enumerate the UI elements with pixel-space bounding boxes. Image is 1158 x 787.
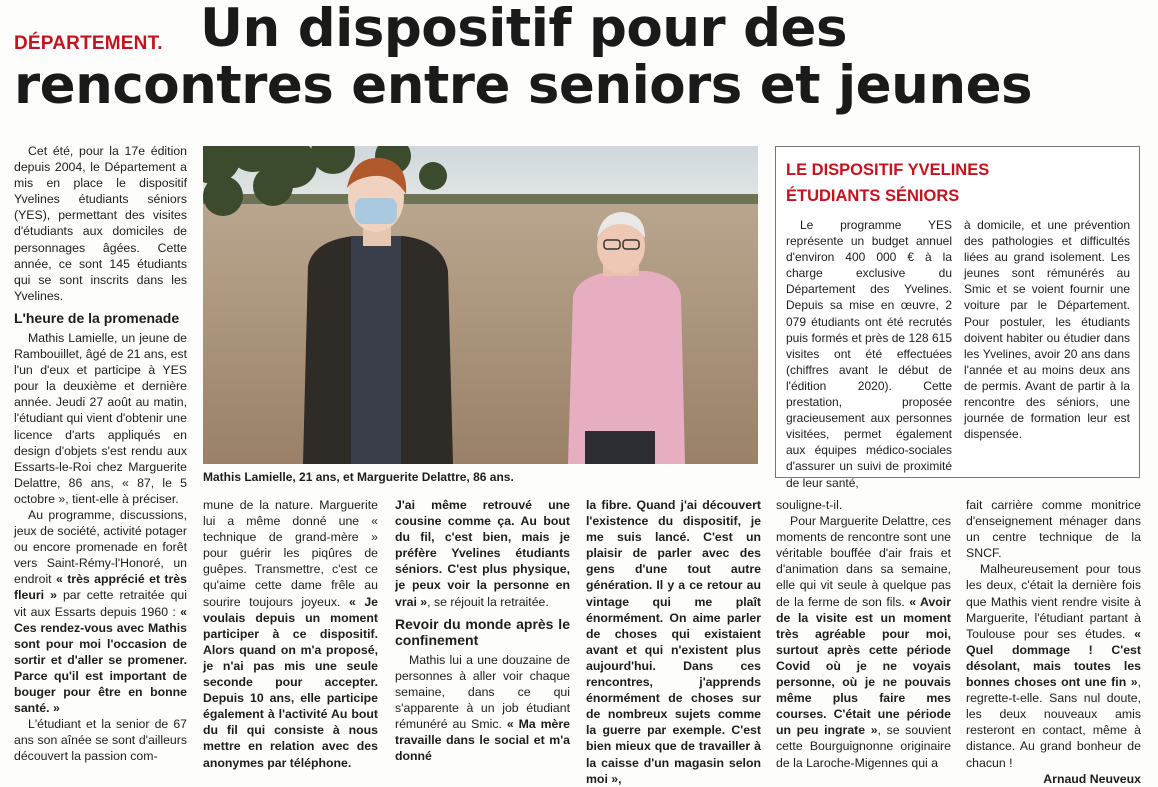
headline-line-2: rencontres entre seniors et jeunes <box>14 55 1033 116</box>
headline-line-1: Un dispositif pour des <box>200 0 848 59</box>
intro-paragraph: Cet été, pour la 17e édition depuis 2004, le Département a mis en place le dispositif Yvelines étudiants séniors (YES), permettant des visites d'étudiants aux domiciles de personnages âgées. Cette année, ce sont 145 étudiants qui se sont inscrits dans les Yvelines. <box>14 144 187 303</box>
paragraph: Mathis Lamielle, un jeune de Rambouillet, âgé de 21 ans, est l'un d'eux et participe à YES pour la deuxième et dernière année. Jeudi 27 août au matin, l'étudiant qui vient d'obtenir une licence d'arts appliqués en design d'objets s'est rendu aux Essarts-le-Roi chez Marguerite Delattre, 86 ans, « 87, le 5 octobre », tient-elle à préciser. <box>14 330 187 506</box>
article-column-4 <box>586 497 761 787</box>
photo-illustration <box>203 146 758 464</box>
paragraph: Pour Marguerite Delattre, ces moments de rencontre sont une véritable bouffée d'air frais et d'animation dans sa semaine, elle qui vit seule à quelque pas de la ferme de son fils. « Avoir de la visite est un moment très agréable pour moi, surtout après cette période Covid où je ne voyais personne, où je ne pouvais même plus faire mes courses. C'était une période un peu ingrate », se souvient cette Bourguignonne originaire de la Laroche-Migennes qui a <box>776 514 951 770</box>
paragraph: L'étudiant et la senior de 67 ans son aînée se sont d'ailleurs découvert la passion com- <box>14 717 187 764</box>
headline <box>14 0 1154 114</box>
paragraph: souligne-t-il. <box>776 498 843 512</box>
article-column-5 <box>776 497 951 771</box>
photo-caption: Mathis Lamielle, 21 ans, et Marguerite Delattre, 86 ans. <box>203 470 514 484</box>
article-column-6 <box>966 497 1141 787</box>
paragraph: fait carrière comme monitrice d'enseignement ménager dans un centre technique de la SNCF. <box>966 498 1141 561</box>
section-kicker: DÉPARTEMENT. <box>14 33 163 54</box>
article-column-1 <box>14 143 187 764</box>
subhead-confinement: Revoir du monde après le confinement <box>395 615 570 648</box>
paragraph: Malheureusement pour tous les deux, c'était la dernière fois que Mathis vient rendre visite à Marguerite, l'étudiant partant à Toulouse pour ses études. « Quel dommage ! C'est désolant, mais toutes les bonnes choses ont une fin », regrette-t-elle. Sans nul doute, les deux nouveaux amis resteront en contact, même à distance. Au grand bonheur de chacun ! <box>966 562 1141 770</box>
article-column-3 <box>395 497 570 764</box>
paragraph: la fibre. Quand j'ai découvert l'existence du dispositif, je me suis lancé. C'est un plaisir de parler avec des gens d'une tout autre génération. Il y a ce retour au vintage qui me plaît énormément. On aime parler de choses qui existaient avant et qui n'existent plus aujourd'hui. Dans ces rencontres, j'apprends énormément de choses sur de nombreux sujets comme la guerre par exemple. C'est bien mieux que de travailler à la caisse d'un magasin selon moi », <box>586 498 761 786</box>
paragraph: mune de la nature. Marguerite lui a même donné une « technique de grand-mère » pour guérir les piqûres de guêpes. Transmettre, c'est ce qu'aime cette dame frêle au sourire toujours joyeux. « Je voulais depuis un moment participer à ce dispositif. Alors quand on m'a proposé, je n'ai pas mis une seule seconde pour accepter. Depuis 10 ans, elle participe également à l'activité Au bout du fil qui consiste à nous mettre en relation avec des anonymes par téléphone. <box>203 498 378 770</box>
paragraph: Mathis lui a une douzaine de personnes à aller voir chaque semaine, dans ce qui s'apparente à un job étudiant rémunéré au Smic. « Ma mère travaille dans le social et m'a donné <box>395 652 570 764</box>
paragraph: Au programme, discussions, jeux de société, activité potager ou encore promenade en forêt vers Saint-Rémy-l'Honoré, un endroit « très apprécié et très fleuri » par cette retraitée qui vit aux Essarts depuis 1960 : « Ces rendez-vous avec Mathis sont pour moi l'occasion de sortir et d'aller se promener. Parce qu'il est important de bouger pour être en bonne santé. » <box>14 507 187 716</box>
subhead-promenade: L'heure de la promenade <box>14 309 180 326</box>
info-box-column-left: Le programme YES représente un budget annuel d'environ 400 000 € à la charge exclusive du Département des Yvelines. Depuis sa mise en œuvre, 2 079 étudiants ont été recrutés puis formés et près de 128 615 visites ont été effectuées (chiffres avant le début de l'édition 2020). Cette prestation, proposée gracieusement aux personnes visitées, permet également aux équipes médico-sociales d'assurer un suivi de proximité de leur santé, <box>786 218 952 490</box>
author-signature: Arnaud Neuveux <box>1043 771 1141 786</box>
info-box <box>775 146 1140 490</box>
info-box-title: LE DISPOSITIF YVELINES ÉTUDIANTS SÉNIORS <box>786 161 990 205</box>
info-box-column-right: à domicile, et une prévention des pathologies et difficultés liées au grand isolement. Les jeunes sont rémunérés au Smic et se voient fournir une voiture par le Département. Pour postuler, les étudiants doivent habiter ou étudier dans les Yvelines, avoir 20 ans dans l'année et au moins deux ans de permis. Avant de partir à la rencontre des séniors, une journée de formation leur est dispensée. <box>964 218 1130 442</box>
article-column-2 <box>203 497 378 771</box>
article-photo <box>203 146 758 464</box>
paragraph: J'ai même retrouvé une cousine comme ça. Au bout du fil, c'est bien, mais je préfère Yvelines étudiants séniors. C'est plus physique, je peux voir la personne en vrai », se réjouit la retraitée. <box>395 498 570 609</box>
